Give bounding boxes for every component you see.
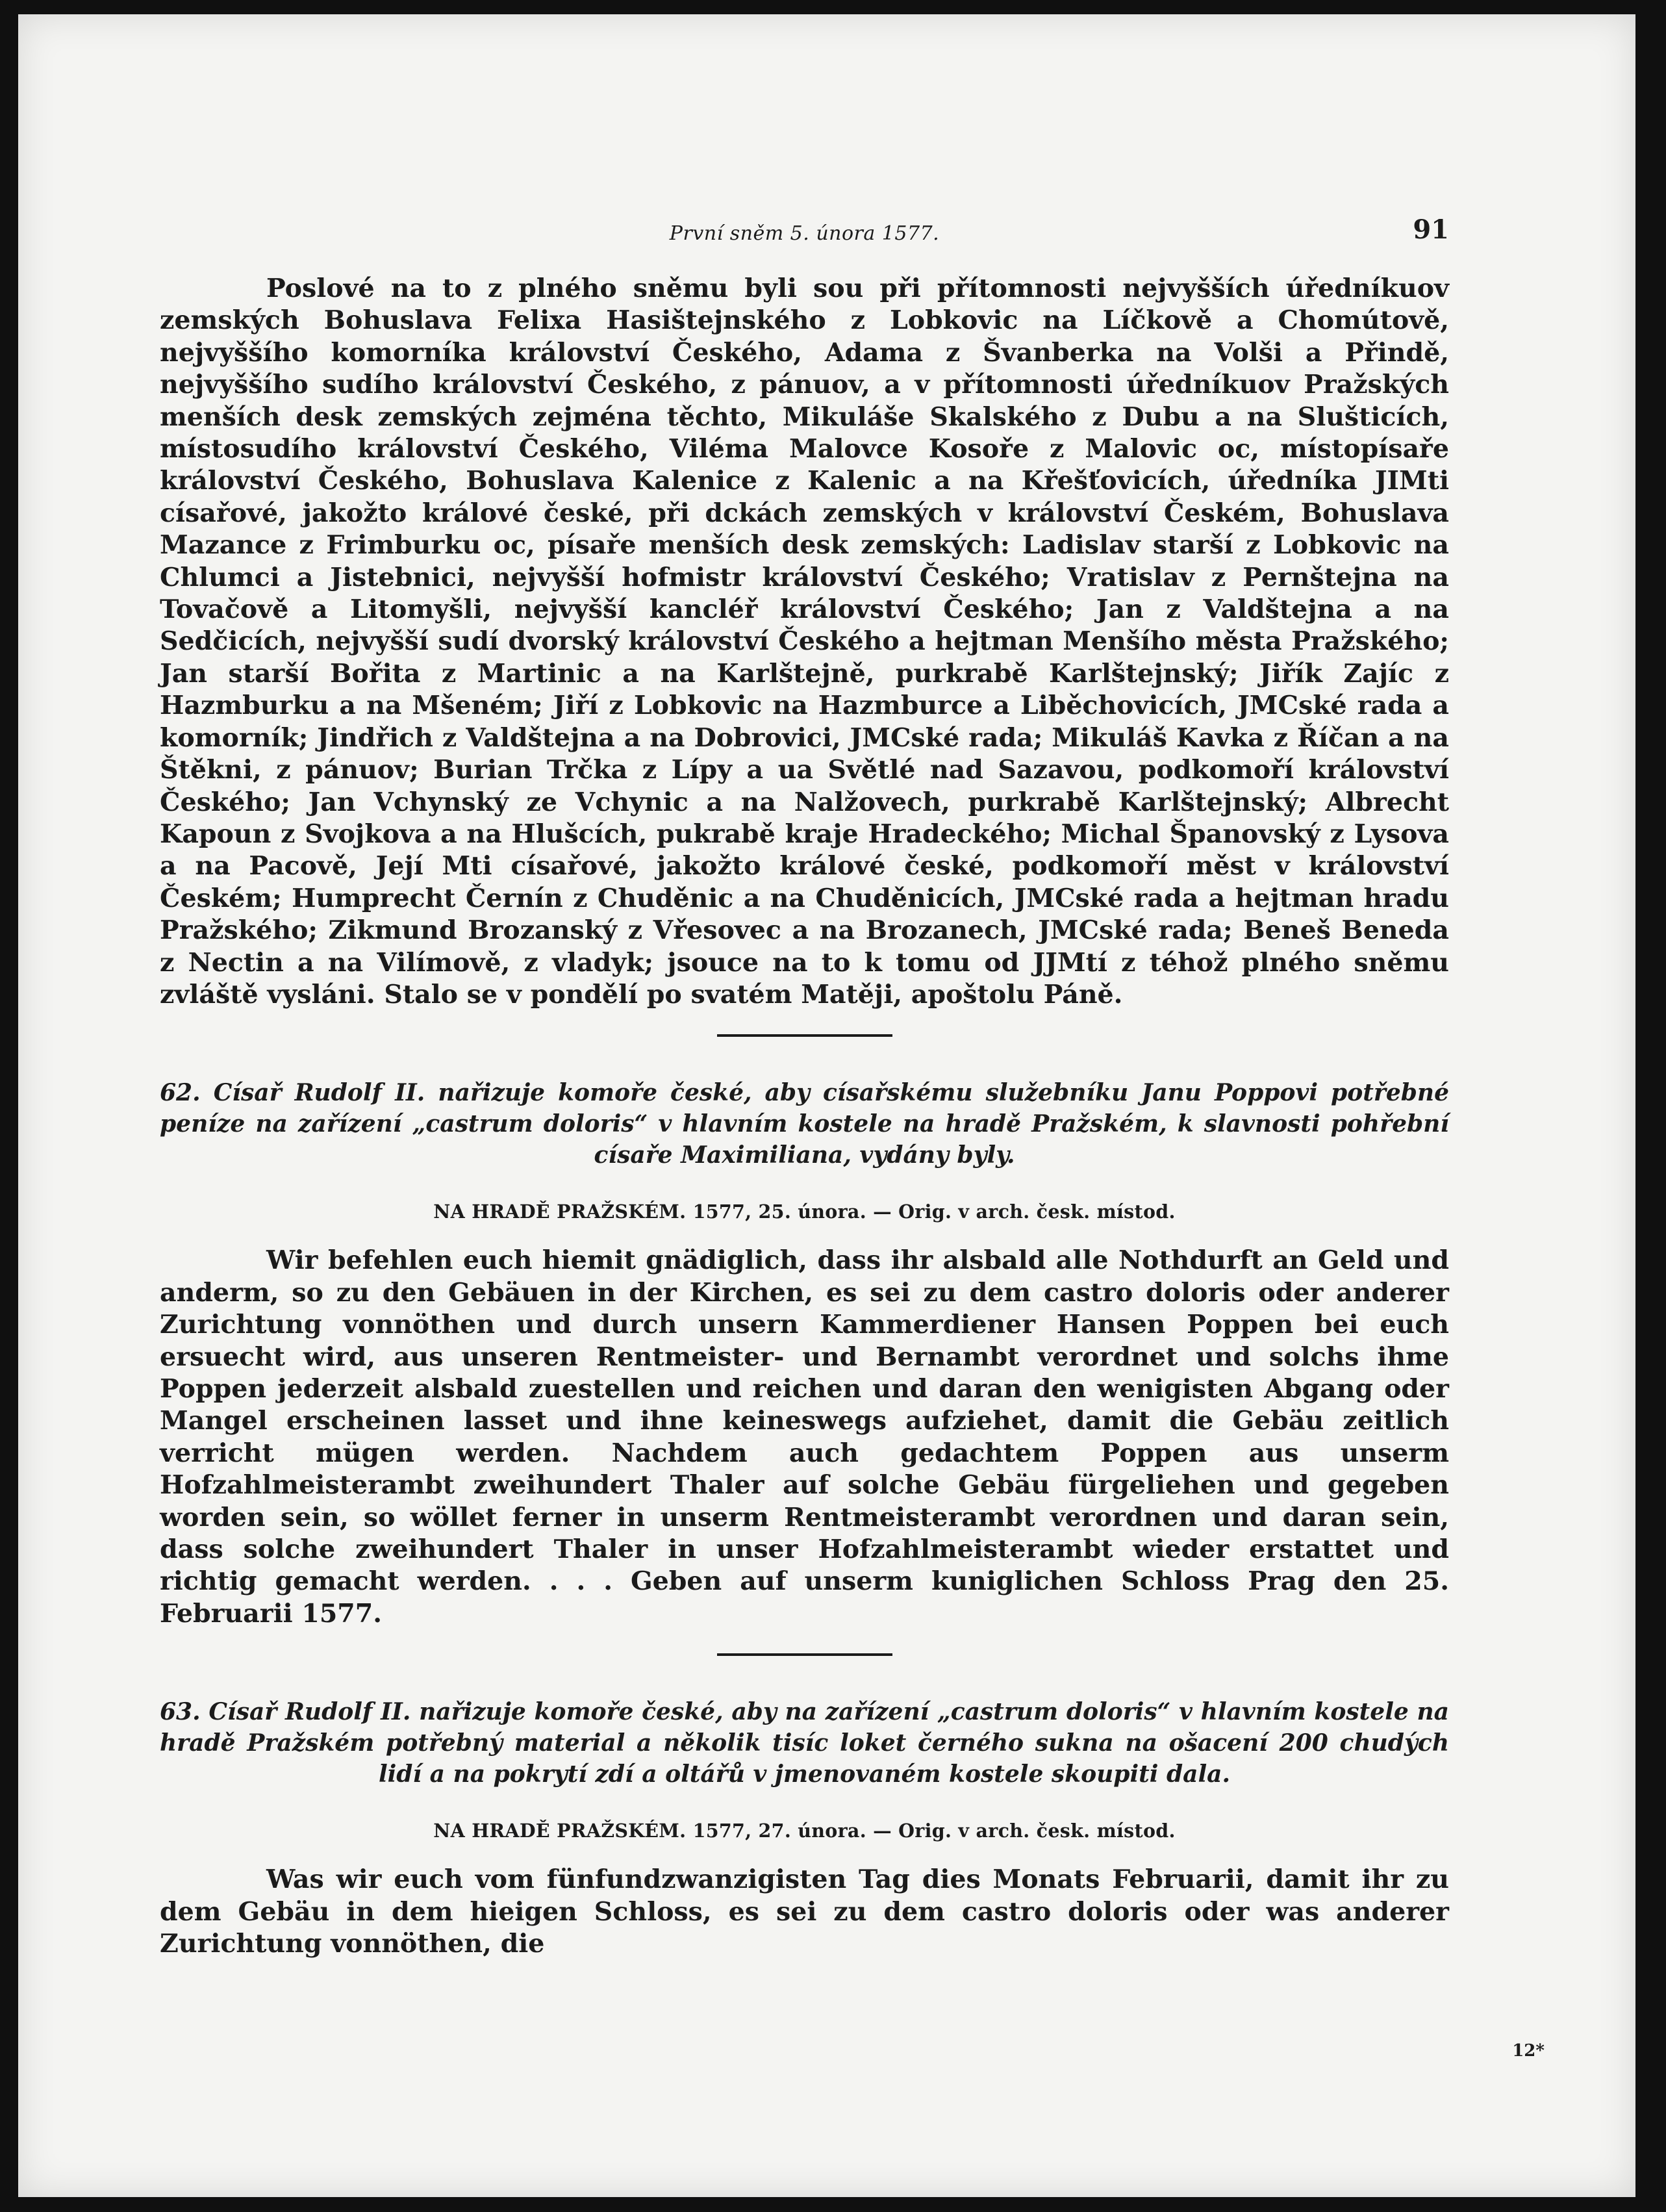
section-divider [717,1653,892,1656]
document-63 [160,1696,1449,1960]
document-62 [160,1077,1449,1630]
printer-signature-mark: 12* [1512,2041,1545,2061]
running-title: První sněm 5. února 1577. [669,222,940,245]
intro-paragraph: Poslové na to z plného sněmu byli sou při přítomnosti nejvyšších úředníkuov zemských Bohuslava Felixa Hasištejnského z Lobkovic na Líčkově a Chomútově, nejvyššího komorníka království Českého, Adama z Švanberka na Volši a Přindě, nejvyššího sudího království Českého, z pánuov, a v přítomnosti úředníkuov Pražských menších desk zemských zejména těchto, Mikuláše Skalského z Dubu a na Slušticích, místosudího království Českého, Viléma Malovce Kosoře z Malovic oc, místopísaře království Českého, Bohuslava Kalenice z Kalenic a na Křešťovicích, úředníka JIMti císařové, jakožto králové české, při dckách zemských v království Českém, Bohuslava Mazance z Frimburku oc, písaře menších desk zemských: Ladislav starší z Lobkovic na Chlumci a Jistebnici, nejvyšší hofmistr království Českého; Vratislav z Pernštejna na Tovačově a Litomyšli, nejvyšší kancléř království Českého; Jan z Valdštejna a na Sedčicích, nejvyšší sudí dvorský království Českého a hejtman Menšího města Pražského; Jan starší Bořita z Martinic a na Karlštejně, purkrabě Karlštejnský; Jiřík Zajíc z Hazmburku a na Mšeném; Jiří z Lobkovic na Hazmburce a Liběchovicích, JMCské rada a komorník; Jindřich z Valdštejna a na Dobrovici, JMCské rada; Mikuláš Kavka z Říčan a na Štěkni, z pánuov; Burian Trčka z Lípy a ua Světlé nad Sazavou, podkomoří království Českého; Jan Vchynský ze Vchynic a na Nalžovech, purkrabě Karlštejnský; Albrecht Kapoun z Svojkova a na Hlušcích, pukrabě kraje Hradeckého; Michal Španovský z Lysova a na Pacově, Její Mti císařové, jakožto králové české, podkomoří měst v království Českém; Humprecht Černín z Chuděnic a na Chuděnicích, JMCské rada a hejtman hradu Pražského; Zikmund Brozanský z Vřesovec a na Brozanech, JMCské rada; Beneš Beneda z Nectin a na Vilímově, z vladyk; jsouce na to k tomu od JJMtí z téhož plného sněmu zvláště vysláni. Stalo se v pondělí po svatém Matěji, apoštolu Páně. [160,273,1449,1010]
page-sheet [18,14,1635,2197]
section-divider [717,1034,892,1037]
document-heading [160,1696,1449,1790]
page-number: 91 [1413,214,1449,245]
document-heading [160,1077,1449,1171]
document-summary: Císař Rudolf II. nařizuje komoře české, aby na zařízení „castrum doloris“ v hlavním kostele na hradě Pražském potřebný material a několik tisíc loket černého sukna na ošacení 200 chudých lidí a na pokrytí zdí a oltářů v jmenovaném kostele skoupiti dala. [160,1698,1449,1788]
document-number: 63. [160,1698,201,1726]
document-source: NA HRADĚ PRAŽSKÉM. 1577, 27. února. — Orig. v arch. česk. místod. [433,1820,1176,1842]
running-header [160,209,1449,261]
document-source: NA HRADĚ PRAŽSKÉM. 1577, 25. února. — Orig. v arch. česk. místod. [433,1201,1176,1223]
page-content [160,209,1449,1960]
document-text: Wir befehlen euch hiemit gnädiglich, dass ihr alsbald alle Nothdurft an Geld und anderm, so zu den Gebäuen in der Kirchen, es sei zu dem castro doloris oder anderer Zurichtung vonnöthen und durch unsern Kammerdiener Hansen Poppen bei euch ersuecht wird, aus unseren Rentmeister- und Bernambt verordnet und solchs ihme Poppen jederzeit alsbald zuestellen und reichen und daran den wenigisten Abgang oder Mangel erscheinen lasset und ihne keineswegs aufziehet, damit die Gebäu zeitlich verricht mügen werden. Nachdem auch gedachtem Poppen aus unserm Hofzahlmeisterambt zweihundert Thaler auf solche Gebäu fürgeliehen und gegeben worden sein, so wöllet ferner in unserm Rentmeisterambt verordnen und daran sein, dass solche zweihundert Thaler in unser Hofzahlmeisterambt wieder erstattet und richtig gemacht werden. . . . Geben auf unserm kuniglichen Schloss Prag den 25. Februarii 1577. [160,1245,1449,1629]
document-text: Was wir euch vom fünfundzwanzigisten Tag dies Monats Februarii, damit ihr zu dem Gebäu in dem hieigen Schloss, es sei zu dem castro doloris oder was anderer Zurichtung vonnöthen, die [160,1864,1449,1959]
document-summary: Císař Rudolf II. nařizuje komoře české, aby císařskému služebníku Janu Poppovi potřebné peníze na zařízení „castrum doloris“ v hlavním kostele na hradě Pražském, k slavnosti pohřební císaře Maximiliana, vydány byly. [160,1079,1449,1169]
document-number: 62. [160,1079,201,1107]
